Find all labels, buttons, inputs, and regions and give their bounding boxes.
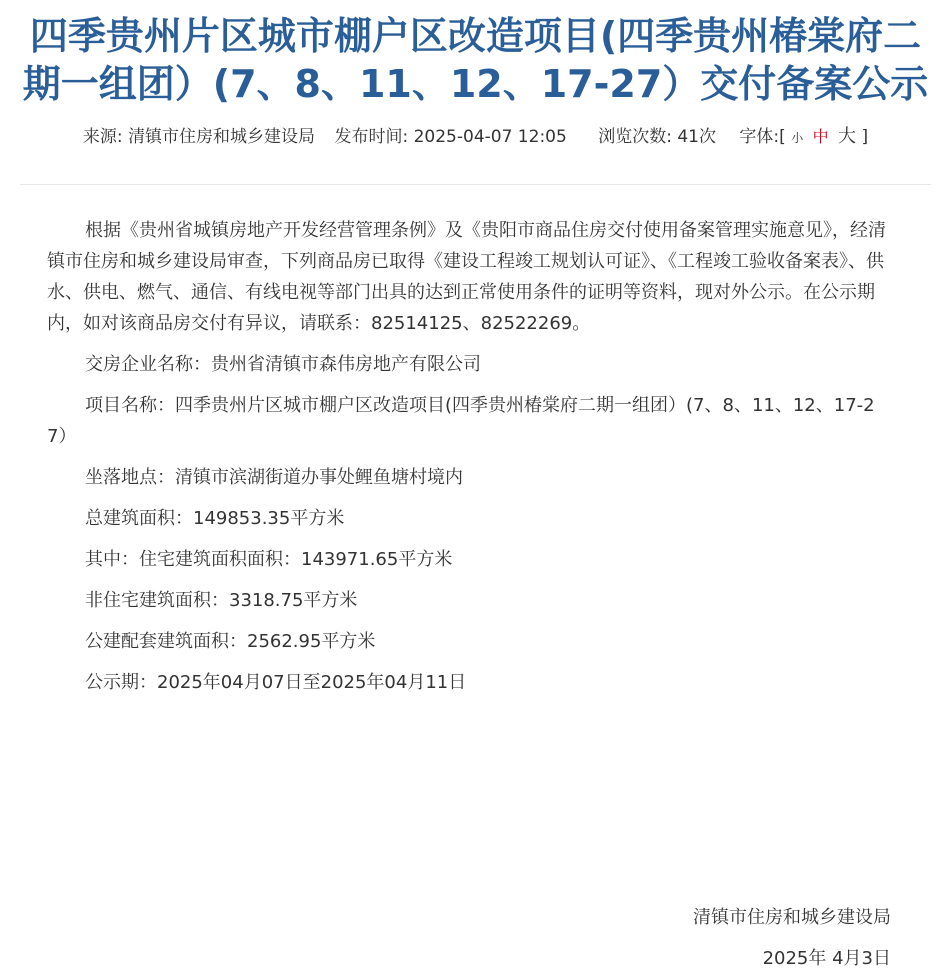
source-value: 清镇市住房和城乡建设局 xyxy=(128,127,316,147)
signature-org: 清镇市住房和城乡建设局 xyxy=(693,907,891,928)
article-meta xyxy=(0,124,951,150)
font-size-medium-button[interactable]: 中 xyxy=(812,127,829,146)
residential-floor-area: 其中：住宅建筑面积面积：143971.65平方米 xyxy=(85,549,453,570)
developer-name: 交房企业名称：贵州省清镇市森伟房地产有限公司 xyxy=(85,354,481,375)
font-size-small-button[interactable]: 小 xyxy=(791,131,804,145)
project-location: 坐落地点：清镇市滨湖街道办事处鲤鱼塘村境内 xyxy=(85,467,463,488)
views-value: 41次 xyxy=(677,127,716,147)
non-residential-floor-area: 非住宅建筑面积：3318.75平方米 xyxy=(85,590,358,611)
total-floor-area: 总建筑面积：149853.35平方米 xyxy=(85,508,345,529)
signature-block xyxy=(693,897,891,979)
font-size-label: 字体:[ xyxy=(739,127,786,147)
publicity-period: 公示期：2025年04月07日至2025年04月11日 xyxy=(85,672,467,693)
project-name: 项目名称：四季贵州片区城市棚户区改造项目(四季贵州椿棠府二期一组团）(7、8、11、12、17-27） xyxy=(47,395,875,447)
signature-date: 2025年 4月3日 xyxy=(762,948,891,969)
page-title: 四季贵州片区城市棚户区改造项目(四季贵州椿棠府二期一组团）(7、8、11、12、17-27）交付备案公示 xyxy=(22,14,929,106)
published-value: 2025-04-07 12:05 xyxy=(413,127,567,147)
public-facility-floor-area: 公建配套建筑面积：2562.95平方米 xyxy=(85,631,376,652)
intro-paragraph: 根据《贵州省城镇房地产开发经营管理条例》及《贵阳市商品住房交付使用备案管理实施意见》，经清镇市住房和城乡建设局审查，下列商品房已取得《建设工程竣工规划认可证》、《工程竣工验收备案表》、供水、供电、燃气、通信、有线电视等部门出具的达到正常使用条件的证明等资料，现对外公示。在公示期内，如对该商品房交付有异议，请联系：82514125、82522269。 xyxy=(47,220,886,334)
views-label: 浏览次数: xyxy=(598,127,672,147)
article-body xyxy=(0,185,951,698)
font-size-large-button[interactable]: 大 xyxy=(838,126,857,147)
font-size-close-bracket: ] xyxy=(861,127,869,147)
published-label: 发布时间: xyxy=(334,127,409,147)
source-label: 来源: xyxy=(82,127,123,147)
